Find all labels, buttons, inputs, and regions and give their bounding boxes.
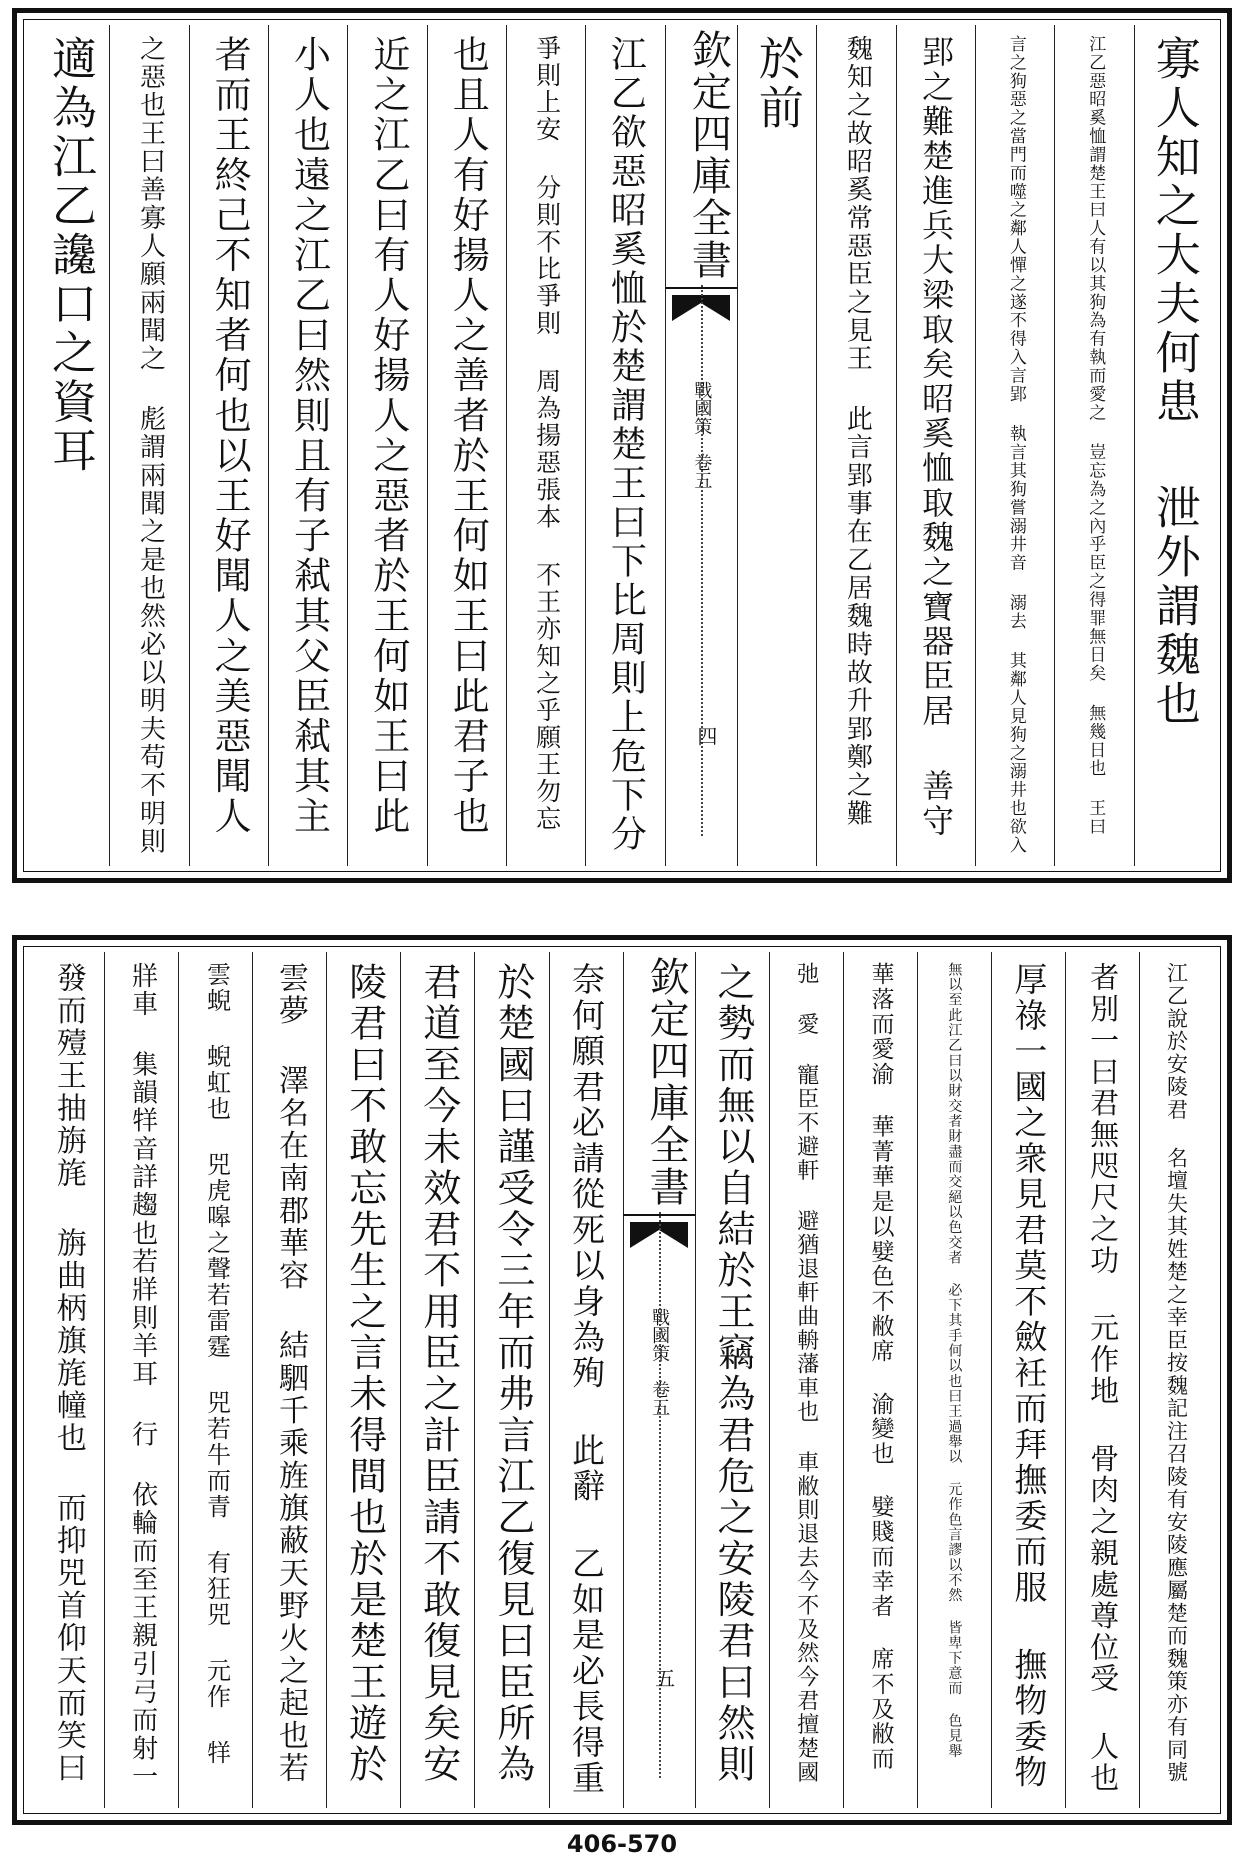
fold-line (701, 285, 703, 836)
column-text: 奈何願君必請從死以身為殉 此辭 乙如是必長得重 (567, 962, 606, 1797)
column-text: 雲蜺 蜺虹也 兕虎嗥之聲若雷霆 兕若牛而青 有狂兕 元作 䍧 (202, 962, 231, 1766)
column-text: 寡人知之大夫何患 泄外謂魏也 (1147, 35, 1201, 729)
text-column (400, 952, 474, 1808)
top-columns (31, 25, 1213, 866)
column-text: 無以至此江乙曰以財交者財盡而交絕以色交者 必下其手何以也曰王過舉以 元作色言謬以不然 皆卑下意而 色見舉 (946, 962, 963, 1759)
book-name: 戰國策 (691, 381, 713, 435)
column-text: 華落而愛渝 華菁華是以嬖色不敝席 渝變也 嬖賤而幸者 席不及敝而 (867, 962, 894, 1772)
center-gutter (665, 25, 737, 866)
fold-line (659, 1212, 661, 1778)
column-text: 江乙欲惡昭奚恤於楚謂楚王曰下比周則上危下分 (605, 35, 647, 854)
column-text: 之惡也王曰善寡人願兩聞之 彪謂兩聞之是也然必以明夫苟不明則 (135, 35, 166, 856)
column-text: 牂車 集韻䍧音詳趨也若牂則羊耳 行 依輪而至王親引弓而射一 (127, 962, 158, 1791)
column-text: 於前 (750, 35, 804, 133)
text-column (474, 952, 548, 1808)
text-column (427, 25, 506, 866)
column-text: 弛 愛 寵臣不避軒 避猶退軒曲輈藩車也 車敝則退去今不及然今君擅楚國 (793, 962, 819, 1785)
column-text: 爭則上安 分則不比爭則 周為揚惡張本 不王亦知之乎願王勿忘 (532, 35, 562, 833)
column-text: 發而殪王抽旃旄 旃曲柄旗旄幢也 而抑兕首仰天而笑曰 (50, 962, 86, 1785)
leaf-number: 四 (693, 726, 718, 746)
leaf-number: 五 (651, 1668, 676, 1688)
column-text: 江乙惡昭奚恤謂楚王曰人有以其狗為有執而愛之 豈忘為之內乎臣之得罪無日矣 無幾日也 王曰 (1085, 35, 1106, 836)
text-column (347, 25, 426, 866)
text-column (252, 952, 326, 1808)
text-column (769, 952, 843, 1808)
column-text: 之勢而無以自結於王竊為君危之安陵君曰然則 (710, 962, 755, 1786)
collection-title: 欽定四庫全書 (623, 956, 695, 1216)
top-page (12, 8, 1232, 883)
text-column (104, 952, 178, 1808)
bottom-page (12, 935, 1232, 1825)
collection-title: 欽定四庫全書 (665, 29, 737, 289)
column-text: 雲夢 澤名在南郡華容 結駟千乘旌旗蔽天野火之起也若 (273, 962, 309, 1785)
text-column (506, 25, 585, 866)
page-code: 406-570 (566, 1830, 678, 1858)
text-column (549, 952, 623, 1808)
column-text: 者別一曰君無咫尺之功 元作地 骨肉之親處尊位受 人也 (1086, 962, 1121, 1794)
column-text: 也且人有好揚人之善者於王何如王曰此君子也 (446, 35, 490, 837)
text-column (1054, 25, 1133, 866)
book-name: 戰國策 (649, 1308, 671, 1362)
column-text: 近之江乙曰有人好揚人之惡者於王何如王曰此 (366, 35, 410, 837)
text-column (843, 952, 917, 1808)
text-column (585, 25, 664, 866)
text-column (109, 25, 188, 866)
text-column (326, 952, 400, 1808)
text-column (31, 25, 109, 866)
column-text: 者而王終己不知者何也以王好聞人之美惡聞人 (208, 35, 252, 837)
center-gutter (623, 952, 695, 1808)
text-column (178, 952, 252, 1808)
text-column (737, 25, 816, 866)
text-column (991, 952, 1065, 1808)
column-text: 厚祿一國之衆見君莫不斂衽而拜撫委而服 撫物委物 (1009, 962, 1049, 1791)
column-text: 於楚國曰謹受令三年而弗言江乙復見曰臣所為 (490, 962, 535, 1786)
column-text: 言之狗惡之當門而噬之鄰人憚之遂不得入言郢 執言其狗嘗溺井音 溺去 其鄰人見狗之溺井也欲入 (1005, 35, 1026, 855)
text-column (917, 952, 991, 1808)
text-column (268, 25, 347, 866)
column-text: 江乙說於安陵君 名壇失其姓楚之幸臣按魏記注召陵有安陵應屬楚而魏策亦有同號 (1164, 962, 1189, 1784)
text-column (896, 25, 975, 866)
bottom-columns (31, 952, 1213, 1808)
column-text: 魏知之故昭奚常惡臣之見王 此言郢事在乙居魏時故升郢鄭之難 (842, 35, 873, 828)
text-column (975, 25, 1054, 866)
column-text: 陵君曰不敢忘先生之言未得間也於是楚王遊於 (342, 962, 387, 1786)
text-column (31, 952, 104, 1808)
text-column (1139, 952, 1213, 1808)
column-text: 小人也遠之江乙曰然則且有子弒其父臣弒其主 (287, 35, 331, 837)
volume-label: 卷五 (649, 1380, 671, 1416)
column-text: 君道至今未效君不用臣之計臣請不敢復見矣安 (416, 962, 461, 1786)
volume-label: 卷五 (691, 453, 713, 489)
text-column (695, 952, 769, 1808)
column-text: 郢之難楚進兵大梁取矣昭奚恤取魏之寶器臣居 善守 (917, 35, 956, 839)
text-column (1134, 25, 1213, 866)
text-column (189, 25, 268, 866)
text-column (1065, 952, 1139, 1808)
text-column (816, 25, 895, 866)
column-text: 適為江乙讒口之資耳 (44, 35, 98, 476)
